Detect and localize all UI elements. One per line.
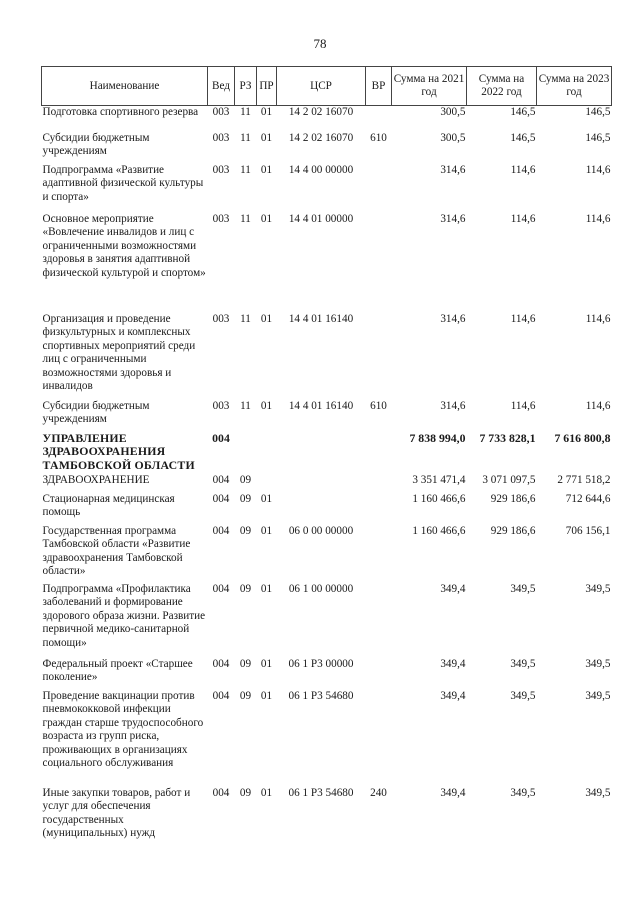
- row-pr: 01: [260, 582, 273, 595]
- row-sum-2022: 349,5: [510, 657, 536, 670]
- row-rz: 09: [239, 492, 252, 505]
- row-sum-2023: 114,6: [585, 312, 611, 325]
- row-vr: [366, 690, 392, 787]
- row-sum-2023: 349,5: [585, 786, 611, 799]
- row-pr: [257, 474, 277, 493]
- page-number: 78: [313, 36, 327, 51]
- header-vr: ВР: [366, 67, 392, 106]
- table-header-row: [42, 67, 612, 106]
- row-rz: 11: [240, 163, 251, 176]
- header-ved: Вед: [208, 67, 235, 106]
- row-name: УПРАВЛЕНИЕ ЗДРАВООХРАНЕНИЯ ТАМБОВСКОЙ ОБЛАСТИ: [42, 430, 195, 472]
- row-rz: 09: [239, 524, 252, 537]
- table-row: [42, 213, 612, 313]
- row-vr: 610: [370, 399, 387, 412]
- row-csr: 06 1 00 00000: [288, 582, 354, 595]
- row-vr: [366, 432, 392, 474]
- row-rz: [235, 432, 257, 474]
- row-name: Субсидии бюджетным учреждениям: [42, 399, 150, 425]
- row-vr: 610: [370, 131, 387, 144]
- row-sum-2022: 114,6: [510, 163, 536, 176]
- row-sum-2021: 314,6: [440, 212, 466, 225]
- row-rz: 09: [239, 689, 252, 702]
- table-row: [42, 493, 612, 525]
- row-sum-2022: 114,6: [510, 399, 536, 412]
- row-sum-2023: 349,5: [585, 657, 611, 670]
- row-sum-2022: 146,5: [510, 106, 536, 118]
- row-name: Проведение вакцинации против пневмококковой инфекции граждан старше трудоспособного возраста из групп риска, проживающих в организациях социального обслуживания: [42, 689, 204, 769]
- row-sum-2023: 2 771 518,2: [557, 473, 611, 486]
- row-sum-2021: 1 160 466,6: [412, 492, 466, 505]
- row-csr: 14 2 02 16070: [288, 131, 354, 144]
- table-row: [42, 474, 612, 493]
- row-csr: 06 0 00 00000: [288, 524, 354, 537]
- row-ved: 003: [212, 312, 230, 325]
- table-row: [42, 313, 612, 400]
- table-row: [42, 400, 612, 432]
- table-row: [42, 787, 612, 847]
- table-row: [42, 658, 612, 690]
- row-ved: 003: [212, 163, 230, 176]
- row-sum-2022: 929 186,6: [490, 524, 536, 537]
- row-sum-2021: 7 838 994,0: [409, 430, 466, 445]
- row-csr: 14 4 00 00000: [288, 163, 354, 176]
- row-sum-2022: 349,5: [510, 689, 536, 702]
- row-sum-2022: 3 071 097,5: [482, 473, 536, 486]
- row-rz: 11: [240, 131, 251, 144]
- table-row: [42, 525, 612, 583]
- row-name: Стационарная медицинская помощь: [42, 492, 175, 518]
- row-pr: 01: [260, 786, 273, 799]
- row-vr: [366, 493, 392, 525]
- row-vr: [366, 525, 392, 583]
- row-pr: [257, 432, 277, 474]
- row-sum-2021: 349,4: [440, 786, 466, 799]
- row-ved: 004: [212, 582, 230, 595]
- row-rz: 09: [239, 473, 252, 486]
- budget-table: [41, 66, 612, 847]
- row-sum-2022: 114,6: [510, 212, 536, 225]
- row-csr: 06 1 P3 54680: [288, 689, 354, 702]
- row-sum-2022: 349,5: [510, 582, 536, 595]
- row-rz: 11: [240, 212, 251, 225]
- row-csr: 06 1 P3 00000: [288, 657, 354, 670]
- row-sum-2022: 7 733 828,1: [479, 430, 536, 445]
- header-sum-2021: Сумма на 2021 год: [392, 67, 467, 106]
- row-ved: 004: [212, 473, 230, 486]
- row-pr: 01: [260, 106, 273, 118]
- row-vr: [366, 106, 392, 132]
- table-row: [42, 164, 612, 213]
- row-pr: 01: [260, 131, 273, 144]
- row-ved: 003: [212, 106, 230, 118]
- row-sum-2022: 929 186,6: [490, 492, 536, 505]
- row-name: Основное мероприятие «Вовлечение инвалидов и лиц с ограниченными возможностями здоровья в занятия адаптивной физической культурой и спортом»: [42, 212, 206, 279]
- header-sum-2023: Сумма на 2023 год: [537, 67, 612, 106]
- row-vr: [366, 164, 392, 213]
- row-sum-2021: 314,6: [440, 312, 466, 325]
- row-sum-2021: 349,4: [440, 689, 466, 702]
- row-sum-2023: 712 644,6: [565, 492, 611, 505]
- row-sum-2021: 300,5: [440, 106, 466, 118]
- row-sum-2021: 349,4: [440, 582, 466, 595]
- row-pr: 01: [260, 524, 273, 537]
- row-ved: 003: [212, 212, 230, 225]
- row-sum-2022: 114,6: [510, 312, 536, 325]
- row-rz: 11: [240, 312, 251, 325]
- row-ved: 004: [212, 657, 230, 670]
- row-rz: 11: [240, 106, 251, 118]
- row-sum-2021: 314,6: [440, 399, 466, 412]
- row-name: Организация и проведение физкультурных и комплексных спортивных мероприятий среди лиц с ограниченными возможностями здоровья и инвалидов: [42, 312, 196, 392]
- row-sum-2022: 349,5: [510, 786, 536, 799]
- row-sum-2023: 114,6: [585, 212, 611, 225]
- row-name: Субсидии бюджетным учреждениям: [42, 131, 150, 157]
- table-row: [42, 132, 612, 164]
- row-pr: 01: [260, 689, 273, 702]
- row-name: ЗДРАВООХРАНЕНИЕ: [42, 473, 150, 486]
- row-ved: 004: [212, 430, 230, 445]
- row-name: Подготовка спортивного резерва: [42, 106, 199, 118]
- row-sum-2023: 349,5: [585, 582, 611, 595]
- row-ved: 004: [212, 492, 230, 505]
- table-row: [42, 583, 612, 658]
- row-pr: 01: [260, 163, 273, 176]
- row-sum-2023: 7 616 800,8: [554, 430, 611, 445]
- row-ved: 003: [212, 399, 230, 412]
- table-row: [42, 106, 612, 132]
- row-rz: 09: [239, 582, 252, 595]
- row-name: Иные закупки товаров, работ и услуг для обеспечения государственных (муниципальных) нужд: [42, 786, 191, 839]
- row-csr: 14 4 01 00000: [288, 212, 354, 225]
- row-sum-2021: 300,5: [440, 131, 466, 144]
- row-sum-2021: 3 351 471,4: [412, 473, 466, 486]
- row-name: Подпрограмма «Развитие адаптивной физической культуры и спорта»: [42, 163, 204, 203]
- table-row: [42, 690, 612, 787]
- row-csr: [277, 432, 366, 474]
- row-ved: 004: [212, 524, 230, 537]
- row-vr: [366, 213, 392, 313]
- row-pr: 01: [260, 657, 273, 670]
- row-csr: 14 4 01 16140: [288, 399, 354, 412]
- row-name: Подпрограмма «Профилактика заболеваний и формирование здорового образа жизни. Развитие первичной медико-санитарной помощи»: [42, 582, 206, 649]
- header-pr: ПР: [257, 67, 277, 106]
- row-pr: 01: [260, 399, 273, 412]
- row-ved: 003: [212, 131, 230, 144]
- row-name: Федеральный проект «Старшее поколение»: [42, 657, 193, 683]
- header-rz: РЗ: [235, 67, 257, 106]
- row-vr: [366, 474, 392, 493]
- table-row: [42, 432, 612, 474]
- row-sum-2023: 114,6: [585, 399, 611, 412]
- row-rz: 09: [239, 657, 252, 670]
- row-sum-2021: 314,6: [440, 163, 466, 176]
- row-sum-2023: 146,5: [585, 131, 611, 144]
- row-sum-2022: 146,5: [510, 131, 536, 144]
- row-csr: 06 1 P3 54680: [288, 786, 354, 799]
- row-csr: 14 2 02 16070: [288, 106, 354, 118]
- row-csr: [277, 474, 366, 493]
- header-csr: ЦСР: [277, 67, 366, 106]
- row-ved: 004: [212, 786, 230, 799]
- row-vr: [366, 583, 392, 658]
- row-sum-2021: 349,4: [440, 657, 466, 670]
- row-ved: 004: [212, 689, 230, 702]
- row-vr: [366, 658, 392, 690]
- row-sum-2023: 146,5: [585, 106, 611, 118]
- row-csr: 14 4 01 16140: [288, 312, 354, 325]
- row-sum-2021: 1 160 466,6: [412, 524, 466, 537]
- header-sum-2022: Сумма на 2022 год: [467, 67, 537, 106]
- row-pr: 01: [260, 312, 273, 325]
- row-sum-2023: 349,5: [585, 689, 611, 702]
- row-rz: 09: [239, 786, 252, 799]
- row-sum-2023: 114,6: [585, 163, 611, 176]
- row-name: Государственная программа Тамбовской области «Развитие здравоохранения Тамбовской области»: [42, 524, 191, 577]
- row-pr: 01: [260, 212, 273, 225]
- row-vr: [366, 313, 392, 400]
- row-pr: 01: [260, 492, 273, 505]
- row-sum-2023: 706 156,1: [565, 524, 611, 537]
- header-name: Наименование: [42, 67, 208, 106]
- row-rz: 11: [240, 399, 251, 412]
- row-csr: [277, 493, 366, 525]
- row-vr: 240: [370, 786, 387, 799]
